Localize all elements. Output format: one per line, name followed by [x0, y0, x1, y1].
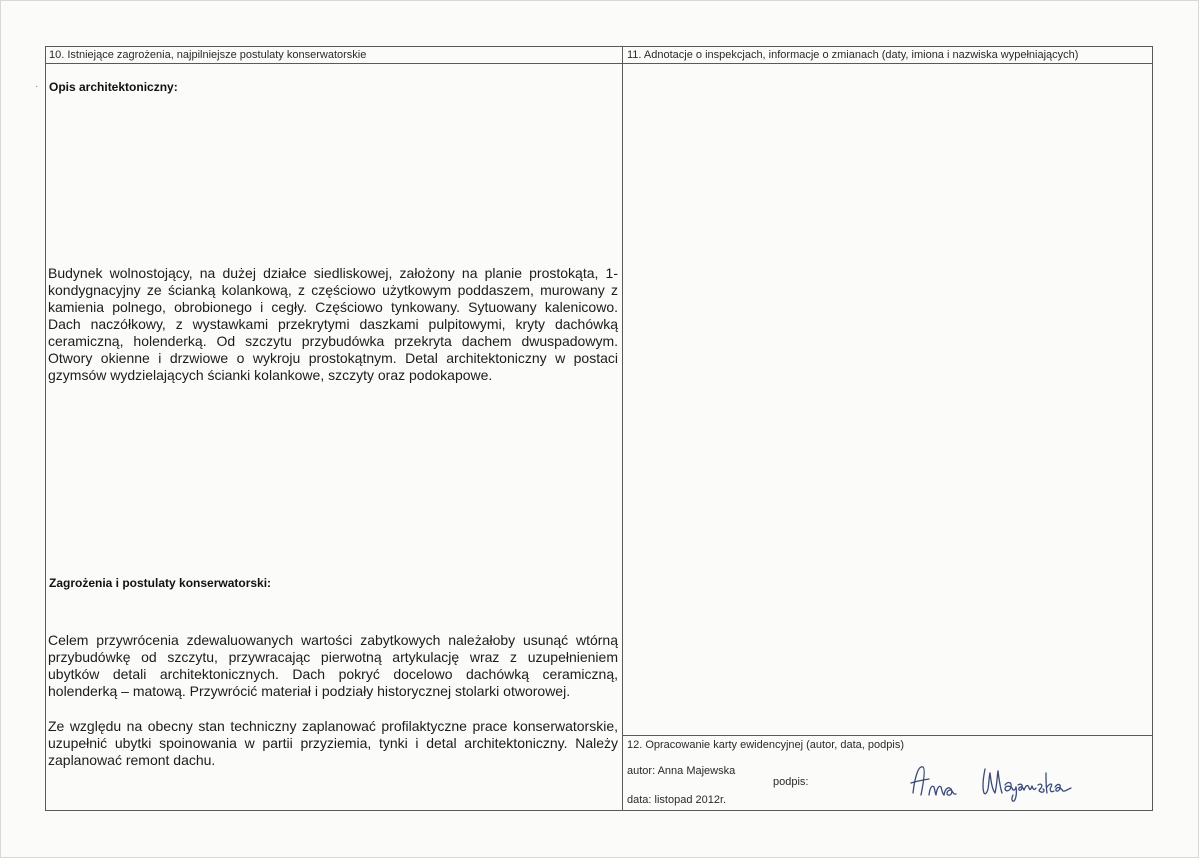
- section12-header: 12. Opracowanie karty ewidencyjnej (autor, data, podpis): [627, 739, 904, 751]
- podpis-label: podpis:: [773, 776, 809, 788]
- handwritten-signature: [905, 755, 1090, 805]
- opis-heading: Opis architektoniczny:: [49, 80, 178, 94]
- header-row-divider: [45, 63, 1153, 64]
- section10-header: 10. Istniejące zagrożenia, najpilniejsze postulaty konserwatorskie: [49, 49, 367, 61]
- section12-divider: [622, 735, 1153, 736]
- zagrozenia-heading: Zagrożenia i postulaty konserwatorski:: [49, 576, 272, 590]
- zagrozenia-text-1: Celem przywrócenia zdewaluowanych wartości zabytkowych należałoby usunąć wtórną przybudówkę od szczytu, przywracając pierwotną artykulację wraz z uzupełnieniem ubytków detali architektonicznych. Dach pokryć docelowo dachówką ceramiczną, holenderką – matową. Przywrócić materiał i podziały historycznej stolarki otworowej.: [48, 632, 618, 699]
- section11-header: 11. Adnotacje o inspekcjach, informacje o zmianach (daty, imiona i nazwiska wypełniających): [627, 49, 1079, 61]
- data-field: data: listopad 2012r.: [627, 794, 727, 806]
- opis-text: Budynek wolnostojący, na dużej działce siedliskowej, założony na planie prostokąta, 1-kondygnacyjny ze ścianką kolankową, z częściowo użytkowym poddaszem, murowany z kamienia polnego, obrobionego i cegły. Częściowo tynkowany. Sytuowany kalenicowo. Dach naczółkowy, z wystawkami przekrytymi daszkami pulpitowymi, kryty dachówką ceramiczną, holenderką. Od szczytu przybudówka przekryta dachem dwuspadowym. Otwory okienne i drzwiowe o wykroju prostokątnym. Detal architektoniczny w postaci gzymsów wydzielających ścianki kolankowe, szczyty oraz podokapowe.: [48, 265, 618, 383]
- margin-dot: ·: [35, 81, 39, 92]
- zagrozenia-text-2: Ze względu na obecny stan techniczny zaplanować profilaktyczne prace konserwatorskie, uzupełnić ubytki spoinowania w partii przyziemia, tynki i detal architektoniczny. Należy zaplanować remont dachu.: [48, 718, 618, 768]
- column-divider: [622, 46, 623, 811]
- autor-field: autor: Anna Majewska: [627, 765, 736, 777]
